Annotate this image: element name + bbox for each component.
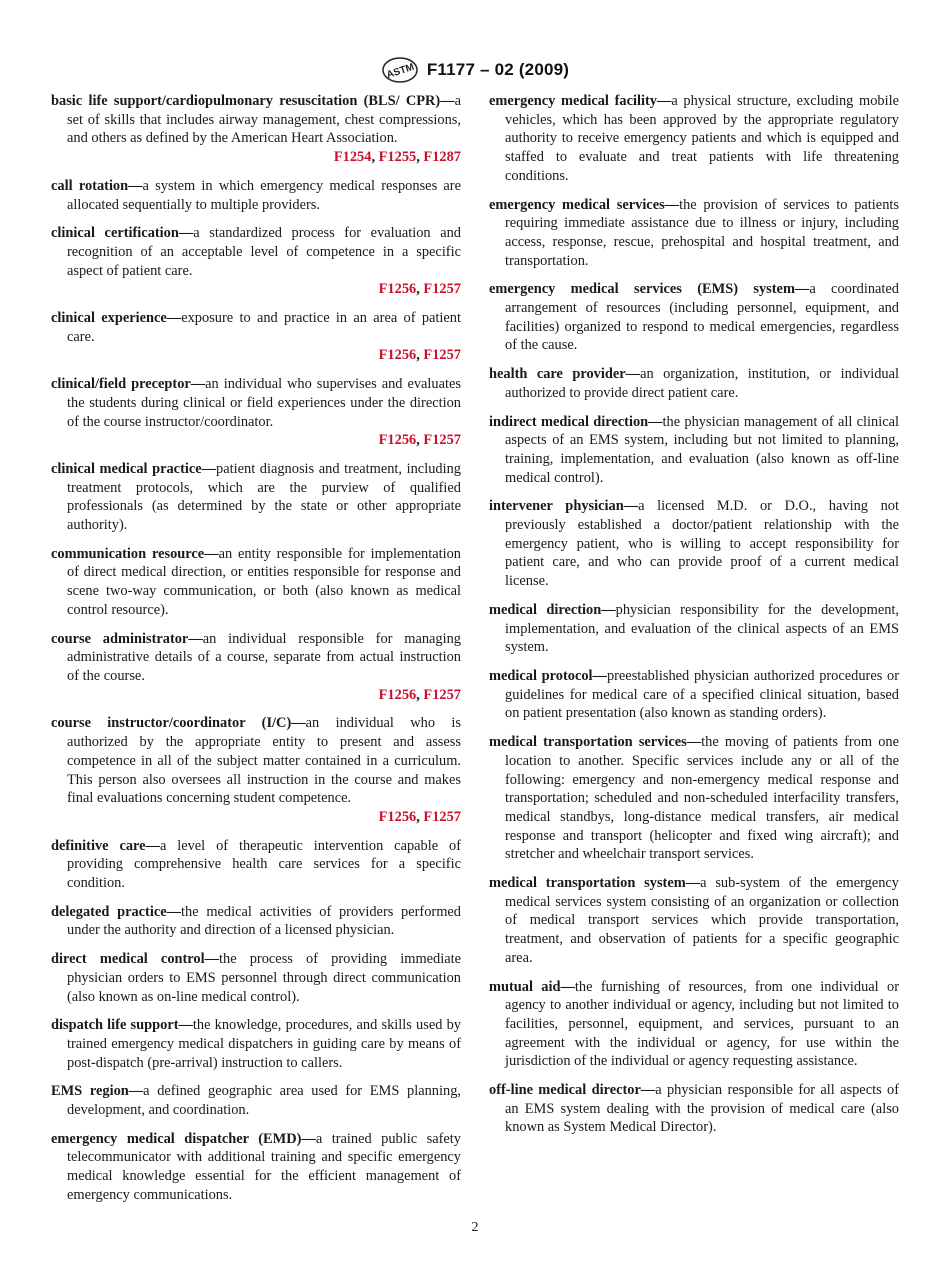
definition-text: the physician management of all clinical aspects of an EMS system, including but not limited to planning, training, implementation, and evaluation (also known as off-line medical control). <box>505 413 899 486</box>
definition-entry-emergency-medical-services-ems-system <box>489 280 899 355</box>
definition-entry-ems-region <box>51 1082 461 1119</box>
definition-text: physician responsibility for the development, implementation, and evaluation of the clinical aspects of an EMS system. <box>505 601 899 656</box>
definition-entry-clinical-medical-practice <box>51 460 461 535</box>
definition-entry-off-line-medical-director <box>489 1081 899 1137</box>
standard-references: F1256, F1257 <box>378 347 461 364</box>
definition-entry-medical-transportation-services <box>489 733 899 864</box>
standard-reference-link[interactable]: F1257 <box>423 808 461 825</box>
term: EMS region— <box>51 1083 144 1100</box>
definition-entry-dispatch-life-support <box>51 1016 461 1072</box>
term: medical protocol— <box>489 667 607 684</box>
definition-text: an individual who supervises and evaluates the students during clinical or field experiences under the direction of the course instructor/coordinator. <box>67 376 461 430</box>
term: dispatch life support— <box>51 1017 193 1034</box>
definition-entry-call-rotation <box>51 177 461 214</box>
definition-entry-mutual-aid <box>489 978 899 1072</box>
definition-entry-definitive-care <box>51 837 461 893</box>
left-column <box>51 92 461 1215</box>
term: medical direction— <box>489 601 616 618</box>
term: intervener physician— <box>489 498 639 515</box>
definition-text: a trained public safety telecommunicator with additional training and specific emergency medical knowledge essential for the efficient management of emergency communications. <box>67 1130 461 1203</box>
term: mutual aid— <box>489 978 575 995</box>
term: basic life support/cardiopulmonary resuscitation (BLS/ CPR)— <box>51 93 455 109</box>
definition-text: a physical structure, excluding mobile vehicles, which has been approved by the appropriate regulatory authority to receive emergency patients and which is equipped and staffed to evaluate and treat patients with life threatening conditions. <box>505 93 899 184</box>
definition-text: the provision of services to patients requiring immediate assistance due to illness or injury, including access, response, rescue, prehospital and hospital treatment, and transportation. <box>505 196 899 269</box>
term: emergency medical dispatcher (EMD)— <box>51 1130 316 1147</box>
definition-entry-emergency-medical-services <box>489 196 899 271</box>
term: emergency medical facility— <box>489 93 672 109</box>
definition-entry-course-instructor-coordinator-i-c <box>51 714 461 826</box>
right-column <box>489 92 899 1147</box>
definition-text: a set of skills that includes airway management, chest compressions, and others as defined by the American Heart Association. <box>67 93 461 147</box>
definition-text: exposure to and practice in an area of patient care. <box>67 310 461 345</box>
standard-reference-link[interactable]: F1287 <box>423 149 461 166</box>
definition-text: a licensed M.D. or D.O., having not previously established a doctor/patient relationship with the emergency patient, who is willing to accept responsibility for patient care, and who can provide proof of a current medical license. <box>505 498 899 590</box>
definition-entry-clinical-field-preceptor <box>51 375 461 450</box>
definition-entry-medical-direction <box>489 601 899 657</box>
document-title: F1177 – 02 (2009) <box>426 60 570 79</box>
term: call rotation— <box>51 177 143 194</box>
definition-text: a standardized process for evaluation and recognition of an acceptable level of competence in a specific aspect of patient care. <box>67 225 461 279</box>
definition-text: a defined geographic area used for EMS planning, development, and coordination. <box>67 1083 461 1119</box>
definition-entry-delegated-practice <box>51 903 461 940</box>
definition-text: the knowledge, procedures, and skills used by trained emergency medical dispatchers in guiding care by means of post-dispatch (pre-arrival) instruction to callers. <box>67 1017 461 1071</box>
term: delegated practice— <box>51 903 182 920</box>
standard-reference-link[interactable]: F1256 <box>378 686 417 703</box>
definition-text: a system in which emergency medical responses are allocated sequentially to multiple providers. <box>67 177 461 213</box>
standard-references: F1254, F1255, F1287 <box>333 149 461 166</box>
term: emergency medical services— <box>489 196 680 213</box>
definition-text: a sub-system of the emergency medical services system consisting of an organization or collection of medical transport services which provide transportation, treatment, and observation of patients for a specific geographic area. <box>505 875 899 966</box>
definition-entry-emergency-medical-dispatcher-emd <box>51 1130 461 1205</box>
page-number: 2 <box>471 1220 479 1235</box>
standard-references: F1256, F1257 <box>378 808 461 825</box>
term: indirect medical direction— <box>489 413 663 430</box>
term: clinical experience— <box>51 310 182 327</box>
term: medical transportation services— <box>489 734 702 751</box>
definition-entry-clinical-certification <box>51 224 461 299</box>
term: definitive care— <box>51 837 160 854</box>
definition-text: an entity responsible for implementation of direct medical direction, or entities responsible for response and scene two-way communication, or both (also known as medical control resource). <box>67 545 461 618</box>
definition-text: a level of therapeutic intervention capable of providing comprehensive health care services for a specific condition. <box>67 837 461 892</box>
term: course administrator— <box>51 630 203 647</box>
definition-entry-direct-medical-control <box>51 950 461 1006</box>
definition-entry-indirect-medical-direction <box>489 413 899 488</box>
term: communication resource— <box>51 545 219 562</box>
term: clinical/field preceptor— <box>51 376 206 393</box>
term: clinical medical practice— <box>51 460 217 477</box>
definition-entry-emergency-medical-facility <box>489 92 899 186</box>
svg-text:ASTM: ASTM <box>385 61 416 82</box>
definition-text: preestablished physician authorized procedures or guidelines for medical care of a specified clinical situation, based on patient presentation (also known as standing orders). <box>505 667 899 722</box>
standard-reference-link[interactable]: F1256 <box>378 281 417 298</box>
term: medical transportation system— <box>489 875 701 892</box>
definition-entry-basic-life-support-cardiopulmonary-resuscitation-bls-cpr <box>51 92 461 167</box>
standard-reference-link[interactable]: F1257 <box>423 347 461 364</box>
definition-text: an individual responsible for managing administrative details of a course, separate from actual instruction of the course. <box>67 630 461 684</box>
standard-references: F1256, F1257 <box>378 686 461 703</box>
standard-reference-link[interactable]: F1256 <box>378 432 417 449</box>
standard-reference-link[interactable]: F1255 <box>378 149 417 166</box>
standard-reference-link[interactable]: F1256 <box>378 808 417 825</box>
standard-references: F1256, F1257 <box>378 281 461 298</box>
definition-entry-health-care-provider <box>489 365 899 402</box>
term: off-line medical director— <box>489 1082 656 1099</box>
definition-text: the medical activities of providers performed under the authority and direction of a licensed physician. <box>67 903 461 939</box>
standard-reference-link[interactable]: F1256 <box>378 347 417 364</box>
definition-entry-course-administrator <box>51 630 461 705</box>
definition-entry-medical-transportation-system <box>489 874 899 968</box>
standard-references: F1256, F1257 <box>378 432 461 449</box>
definition-text: patient diagnosis and treatment, including treatment protocols, which are the purview of qualified professionals (as determined by the state or other appropriate authority). <box>67 460 461 534</box>
definition-entry-intervener-physician <box>489 497 899 591</box>
definition-text: an individual who is authorized by the appropriate entity to present and assess competence in all of the subject matter contained in a curriculum. This person also oversees all instruction in the course and makes final evaluations concerning student competence. <box>67 715 461 807</box>
standard-reference-link[interactable]: F1254 <box>333 149 372 166</box>
term: emergency medical services (EMS) system— <box>489 281 810 298</box>
definition-text: a coordinated arrangement of resources (including personnel, equipment, and facilities) organized to respond to medical emergencies, regardless of the cause. <box>505 281 899 354</box>
standard-reference-link[interactable]: F1257 <box>423 432 461 449</box>
term: clinical certification— <box>51 225 194 242</box>
definition-text: the furnishing of resources, from one individual or agency to another individual or agency, including but not limited to facilities, personnel, equipment, and services, pursuant to an agreement with the individual or agency, for use within the jurisdiction of the individual or agency requesting assistance. <box>505 978 899 1070</box>
definition-text: the moving of patients from one location to another. Specific services include any or all of the following: emergency and non-emergency medical response and transportation; scheduled and non-scheduled interfacility transfers, medical standbys, long-distance medical transfers, air medical response and transport (helicopter and fixed wing aircraft); and stretcher and wheelchair transport services. <box>505 734 899 863</box>
standard-reference-link[interactable]: F1257 <box>423 686 461 703</box>
definition-text: a physician responsible for all aspects of an EMS system dealing with the provision of medical care (also known as System Medical Director). <box>505 1082 899 1136</box>
standard-reference-link[interactable]: F1257 <box>423 281 461 298</box>
term: course instructor/coordinator (I/C)— <box>51 715 306 732</box>
definition-text: an organization, institution, or individual authorized to provide direct patient care. <box>505 366 899 401</box>
definition-text: the process of providing immediate physician orders to EMS personnel through direct communication (also known as on-line medical control). <box>67 951 461 1005</box>
definition-entry-medical-protocol <box>489 667 899 723</box>
astm-logo-icon <box>381 56 419 84</box>
definition-entry-clinical-experience <box>51 309 461 365</box>
definition-entry-communication-resource <box>51 545 461 620</box>
term: direct medical control— <box>51 951 220 968</box>
page-header <box>0 56 950 84</box>
term: health care provider— <box>489 366 641 383</box>
